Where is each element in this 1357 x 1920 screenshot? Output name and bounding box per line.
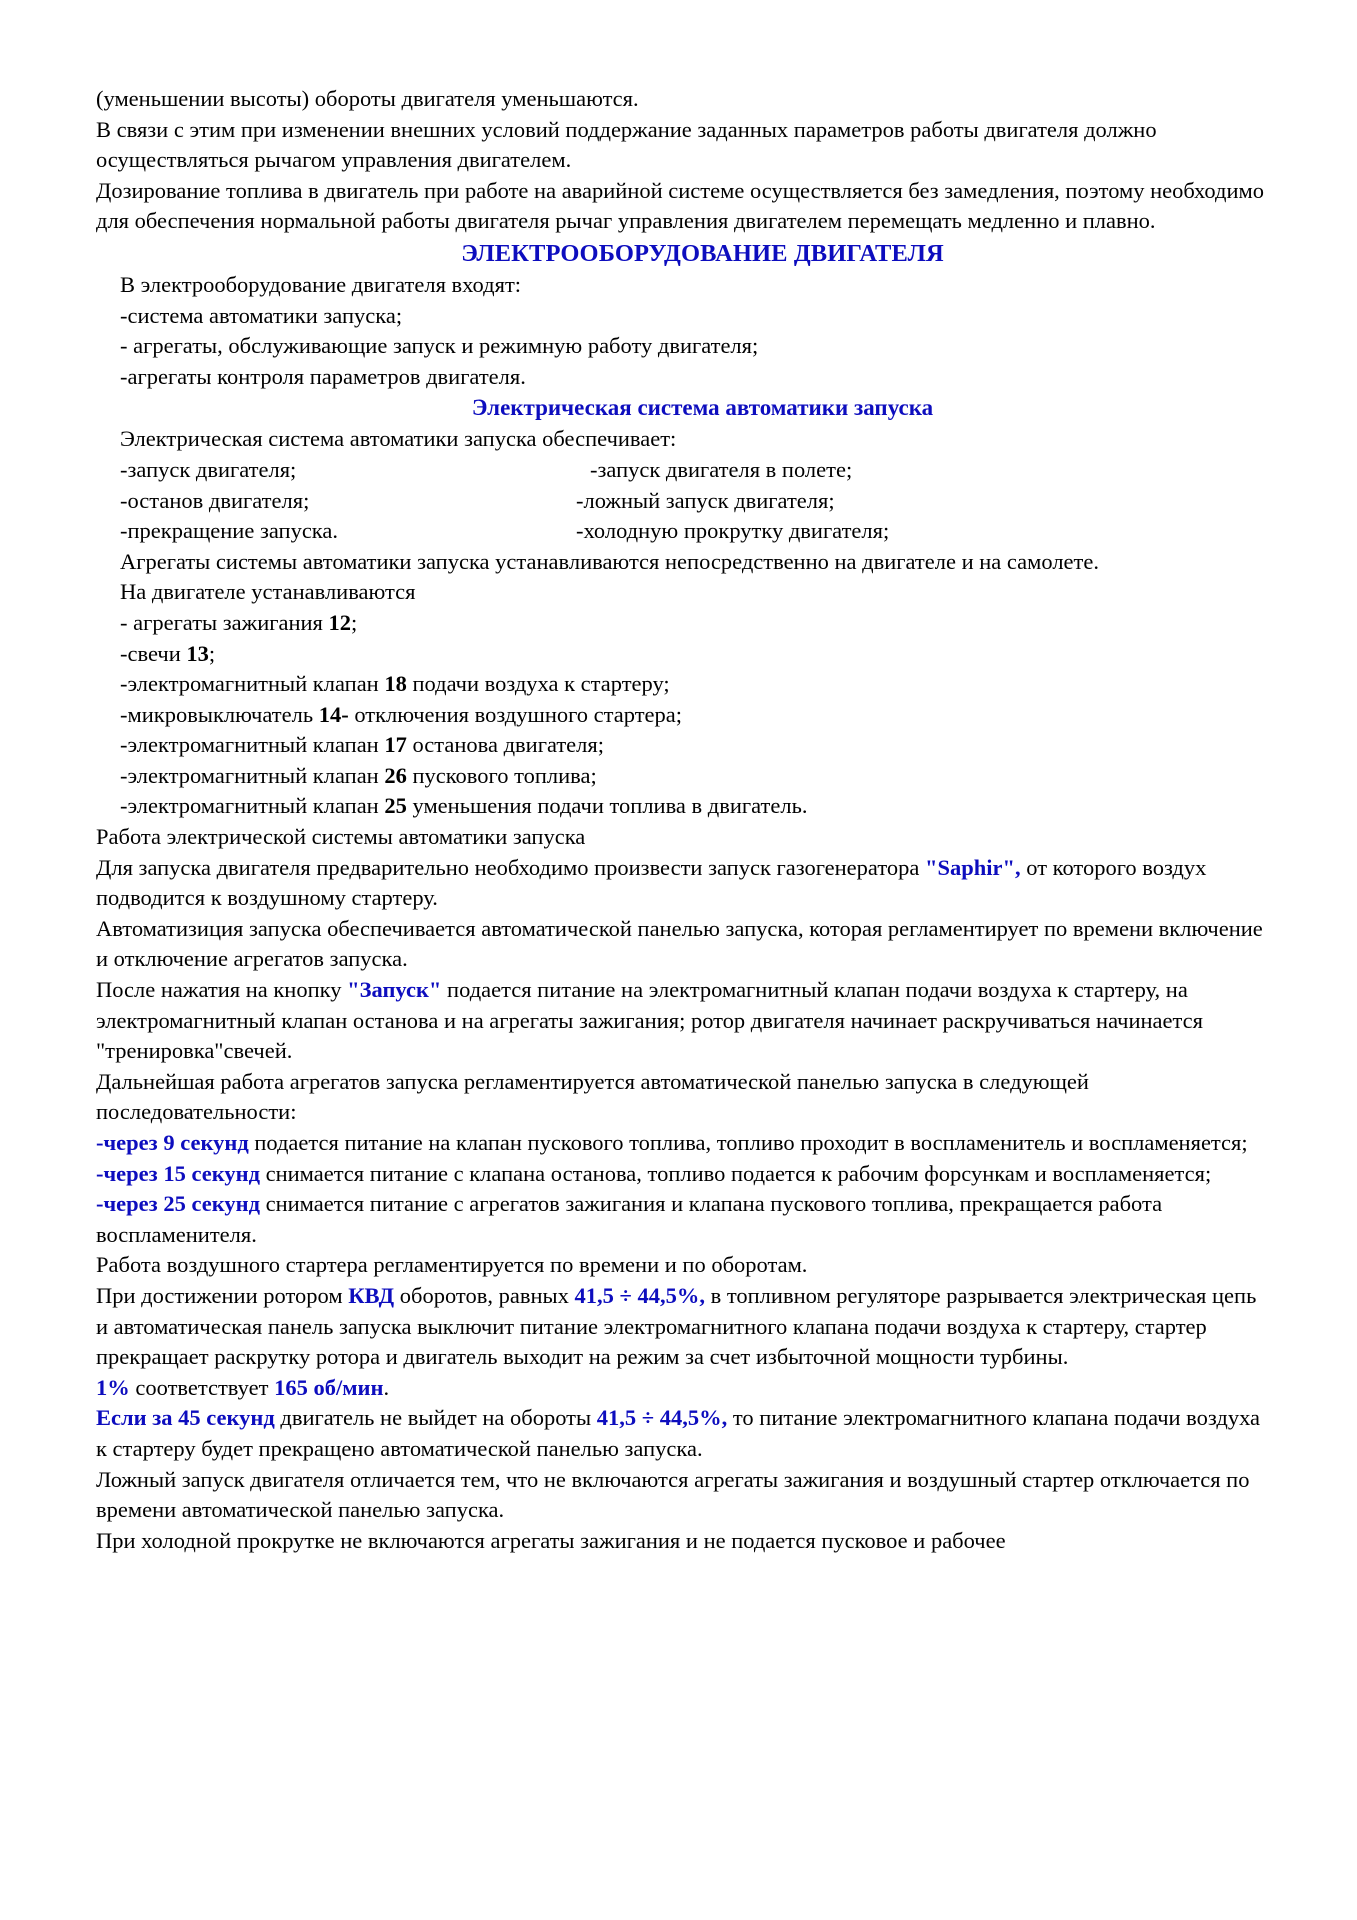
list-item-parameter-control: -агрегаты контроля параметров двигателя. [120, 363, 526, 389]
paragraph-kvd-rotor-speed [96, 1281, 1269, 1373]
list-item-startup-automation: -система автоматики запуска; [120, 302, 403, 328]
rpm-percent-range: 41,5 ÷ 44,5%, [596, 1405, 728, 1431]
list-item-right: -запуск двигателя в полете; [590, 456, 853, 482]
condition-text-middle: двигатель не выйдет на обороты [274, 1405, 597, 1431]
paragraph-system-operation-title: Работа электрической системы автоматики запуска [96, 824, 586, 850]
component-number: 17 [384, 732, 407, 758]
paragraph-saphir-startup [96, 853, 1269, 914]
component-suffix: ; [351, 609, 358, 635]
component-suffix: отключения воздушного стартера; [348, 701, 682, 727]
timing-step [96, 1189, 1269, 1250]
paragraph-equipment-intro: В электрооборудование двигателя входят: [120, 271, 522, 297]
percent-value: 1% [96, 1374, 130, 1400]
component-prefix: -свечи [120, 640, 187, 666]
page-title: ЭЛЕКТРООБОРУДОВАНИЕ ДВИГАТЕЛЯ [461, 239, 944, 267]
start-button-label: "Запуск" [347, 977, 442, 1003]
section-title-electric-start-system: Электрическая система автоматики запуска [471, 395, 934, 421]
timing-marker: -через 9 секунд [96, 1130, 249, 1155]
timing-text: подается питание на клапан пускового топлива, топливо проходит в воспламенитель и воспламеняется; [248, 1130, 1248, 1155]
kvd-text-middle: оборотов, равных [394, 1282, 575, 1308]
paragraph-false-start: Ложный запуск двигателя отличается тем, что не включаются агрегаты зажигания и воздушный стартер отключается по времени автоматической панелью запуска. [96, 1466, 1250, 1523]
two-column-row [96, 516, 1269, 547]
paragraph-fuel-metering: Дозирование топлива в двигатель при работе на аварийной системе осуществляется без замедления, поэтому необходимо для обеспечения нормальной работы двигателя рычаг управления двигателем перемещать медленно и плавно. [96, 177, 1264, 234]
list-item-right: -ложный запуск двигателя; [576, 487, 835, 513]
paragraph-installed-on-engine: На двигателе устанавливаются [120, 579, 416, 605]
component-number: 12 [328, 609, 352, 635]
list-item-left: -прекращение запуска. [120, 518, 339, 544]
paragraph-external-conditions: В связи с этим при изменении внешних условий поддержание заданных параметров работы двигателя должно осуществляться рычагом управления двигателем. [96, 116, 1157, 173]
condition-marker-45s: Если за 45 секунд [96, 1405, 275, 1431]
component-list-item [96, 639, 1269, 670]
component-list-item [96, 608, 1269, 639]
paragraph-continuation: (уменьшении высоты) обороты двигателя уменьшаются. [96, 86, 639, 111]
component-prefix: -электромагнитный клапан [120, 793, 385, 819]
component-prefix: - агрегаты зажигания [120, 609, 329, 635]
component-list-item [96, 761, 1269, 792]
component-list-item [96, 669, 1269, 700]
component-number: 14- [318, 701, 349, 727]
component-list-item [96, 791, 1269, 822]
kvd-label: КВД [348, 1282, 395, 1308]
component-list-item [96, 730, 1269, 761]
timing-marker: -через 15 секунд [96, 1160, 260, 1186]
component-number: 18 [384, 671, 407, 697]
two-column-row [96, 486, 1269, 517]
two-column-row [96, 455, 1269, 486]
saphir-label: "Saphir", [924, 854, 1021, 880]
list-item-right: -холодную прокрутку двигателя; [576, 518, 890, 544]
paragraph-automation-panel: Автоматизиция запуска обеспечивается автоматической панелью запуска, которая регламентирует по времени включение и отключение агрегатов запуска. [96, 915, 1263, 972]
component-prefix: -микровыключатель [120, 701, 319, 727]
start-text-after: подается питание на электромагнитный клапан подачи воздуха к стартеру, на электромагнитный клапан останова и на агрегаты зажигания; ротор двигателя начинает раскручиваться начинается "тренировка"свечей. [96, 977, 1203, 1064]
component-suffix: пускового топлива; [406, 762, 597, 788]
component-suffix: уменьшения подачи топлива в двигатель. [406, 793, 808, 819]
rpm-value: 165 об/мин [274, 1374, 384, 1400]
paragraph-air-starter-regulation: Работа воздушного стартера регламентируется по времени и по оборотам. [96, 1252, 808, 1278]
percent-text-middle: соответствует [129, 1374, 275, 1400]
kvd-text-after: в топливном регуляторе разрывается электрическая цепь и автоматическая панель запуска выключит питание электромагнитного клапана подачи воздуха к стартеру, стартер прекращает раскрутку ротора и двигатель выходит на режим за счет избыточной мощности турбины. [96, 1282, 1257, 1370]
paragraph-cold-cranking: При холодной прокрутке не включаются агрегаты зажигания и не подается пусковое и рабочее [96, 1527, 1006, 1553]
component-suffix: останова двигателя; [406, 732, 604, 758]
paragraph-units-installed-location: Агрегаты системы автоматики запуска устанавливаются непосредственно на двигателе и на самолете. [120, 548, 1099, 574]
component-prefix: -электромагнитный клапан [120, 671, 385, 697]
list-item-left: -запуск двигателя; [120, 456, 297, 482]
rpm-percent-range: 41,5 ÷ 44,5%, [574, 1282, 705, 1308]
kvd-text-before: При достижении ротором [96, 1282, 349, 1308]
condition-text-after: то питание электромагнитного клапана подачи воздуха к стартеру будет прекращено автоматической панелью запуска. [96, 1405, 1261, 1461]
paragraph-further-sequence-intro: Дальнейшая работа агрегатов запуска регламентируется автоматической панелью запуска в следующей последовательности: [96, 1068, 1089, 1125]
component-number: 25 [384, 793, 407, 819]
start-text-before: После нажатия на кнопку [96, 977, 348, 1003]
saphir-text-before: Для запуска двигателя предварительно необходимо произвести запуск газогенератора [96, 854, 925, 880]
paragraph-45-seconds-condition [96, 1403, 1269, 1464]
saphir-text-after: от которого воздух подводится к воздушному стартеру. [96, 854, 1207, 911]
percent-text-after: . [383, 1374, 390, 1400]
paragraph-start-button-press [96, 975, 1269, 1067]
timing-step [96, 1159, 1269, 1190]
component-prefix: -электромагнитный клапан [120, 732, 385, 758]
timing-marker: -через 25 секунд [96, 1191, 260, 1217]
component-number: 26 [384, 762, 407, 788]
list-item-left: -останов двигателя; [120, 487, 310, 513]
document-body [96, 84, 1269, 1556]
component-number: 13 [186, 640, 209, 666]
paragraph-percent-equivalence [96, 1373, 1269, 1404]
component-suffix: подачи воздуха к стартеру; [406, 671, 670, 697]
component-list-item [96, 700, 1269, 731]
timing-step [96, 1128, 1269, 1159]
component-prefix: -электромагнитный клапан [120, 762, 385, 788]
timing-text: снимается питание с агрегатов зажигания и клапана пускового топлива, прекращается работа воспламенителя. [96, 1191, 1163, 1247]
timing-text: снимается питание с клапана останова, топливо подается к рабочим форсункам и воспламеняется; [259, 1160, 1212, 1186]
paragraph-system-provides: Электрическая система автоматики запуска обеспечивает: [120, 426, 677, 452]
list-item-units-servicing: - агрегаты, обслуживающие запуск и режимную работу двигателя; [120, 333, 759, 359]
component-suffix: ; [208, 640, 216, 666]
